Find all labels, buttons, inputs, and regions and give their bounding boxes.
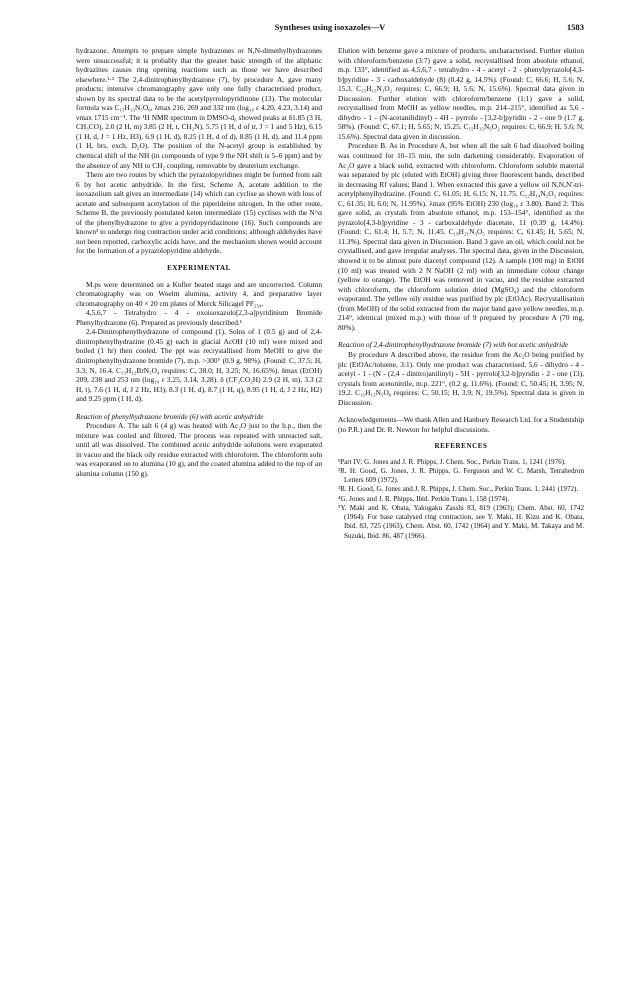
page-number: 1583 [566,22,584,32]
experimental-paragraph: 2,4-Dinitrophenylhydrazone of compound (1). Solns of 1 (0.5 g) and of 2,4-dinitrophenylhydrazine (0.45 g) each in glacial AcOH (10 ml) were mixed and boiled (1 hr) then cooled. The ppt was recrystallised from MeOH to give the dinitrophenylhydrazone bromide (7), m.p. >300° (0.9 g, 98%). (Found: C, 37.5; H, 3.3; N, 16.4. C₁₃H₁₂BrN₅O₄ requires: C, 38.0; H, 3.25; N, 16.65%). δmax (EtOH) 209, 238 and 253 nm (log₁₀ ε 3.25, 3.14, 3.28). δ (CF₃CO₂H) 2.9 (2 H, m), 3.3 (2 H, t), 7.6 (1 H, d, J 2 Hz, H3), 8.3 (1 H, d), 8.7 (1 H, q), 8.95 (1 H, d, J 2 Hz, H2) and 9.25 ppm (1 H, d). [76,327,322,404]
reference-item: ⁵Y. Maki and K. Obata, Yakugaku Zasshi 83, 819 (1963); Chem. Abst. 60, 1742 (1964). For base catalysed ring contraction, see Y. Maki, H. Kizu and K. Obata, Ibid. 83, 725 (1963), Chem. Abst. 60, 1742 (1964) and Y. Maki, M. Takaya and M. Suzuki, Ibid. 86, 487 (1966). [338,503,584,540]
acknowledgements: Acknowledgements—We thank Allen and Hanbury Research Ltd. for a Studentship (to P.R.) and Dr. R. Newton for helpful discussions. [338,415,584,434]
experimental-heading: EXPERIMENTAL [167,264,231,273]
reference-item: ¹Part IV: G. Jones and J. R. Phipps, J. Chem. Soc., Perkin Trans. 1, 1241 (1976). [338,457,566,466]
body-paragraph: Elution with benzene gave a mixture of products, uncharacterised. Further elution with chloroform/benzene (3:7) gave a solid, recrystallised from absolute ethanol, m.p. 133°, identified as 4,5,6,7 - tetrahydro - 4 - acetyl - 2 - phenylpyrazolo[4,3-b]pyridine - 3 - carboxaldehyde (8) (0.42 g, 14.5%). (Found: C, 66.6; H, 5.6; N, 15.3. C₁₅H₁₅N₃O₂ requires: C, 66.9; H, 5.6; N, 15.6%). Spectral data given in Discussion. Further elution with chloroform/benzene (1:1) gave a solid, recrystallised from MeOH as yellow needles, m.p. 214–215°, identified as 5,6 - dihydro - 1 - (N-acetanilidinyl) - 4H - pyrrolo - [3,2-b]pyridin - 2 - one 9 (1.7 g, 58%). (Found: C, 67.1; H, 5.65; N, 15.25. C₁₅H₁₅N₃O₂ requires: C, 66.9; H, 5.6; N, 15.6%). Spectral data given in discussion. [338,46,584,141]
experimental-paragraph: M.ps were determined on a Kofler heated stage and are uncorrected. Column chromatography was on Woelm alumina, activity 4, and preparative layer chromatography on 40 × 20 cm plates of Merck Silicagel PF₂₅₄. [76,279,322,308]
reaction-paragraph: Procedure A. The salt 6 (4 g) was heated with Ac₂O just to the b.p., then the mixture was cooled and filtered. The process was repeated with unreacted salt, until all was dissolved. The combined acetic anhydride solutions were evaporated in vacuo and the black oily residue extracted with chloroform. The chloroform soln was evaporated on to alumina (10 g), and the coated alumina added to the top of an alumina column (150 g). [76,421,322,478]
left-column [76,46,322,541]
right-column [338,46,584,541]
experimental-paragraph: 4,5,6,7 - Tetrahydro - 4 - oxoisoxazolo[2,3-a]pyridinium Bromide Phenylhydrazone (6). Prepared as previously described.¹ [76,308,322,327]
two-column-body [76,46,584,541]
reference-item: ²R. H. Good, G. Jones, J. R. Phipps, G. Ferguson and W. C. Marsh, Tetrahedron Letters 609 (1972). [338,467,584,485]
body-paragraph: hydrazone. Attempts to prepare simple hydrazones or N,N-dimethylhydrazones were unsuccessful; it is probably that the greater basic strength of the aliphatic hydrazines causes ring opening reactions such as those we have described elsewhere.¹·² The 2,4-dinitrophenylhydrazone (7), by procedure A, gave many products; intensive chromatography gave only one fully characterised product, shown by its spectral data to be the acetylpyrrolopyridinone (13). The molecular formula was C₁₅H₁₃N₅O₆, λmax 216, 269 and 332 nm (log₁₀ ε 4.20, 4.23, 3.14) and νmax 1715 cm⁻¹. The ¹H NMR spectrum in DMSO-d₆ showed peaks at δ1.85 (3 H, CH₃CO), 2.0 (2 H, m) 3.85 (2 H, t, CH₂N), 5.75 (1 H, d of tr, J = 1 and 5 Hz), 6.15 (1 H, d, J = 1 Hz, H3), 6.9 (1 H, d), 8.25 (1 H, d of d), 8.85 (1 H, d), and 11.4 ppm (1 H, brs, exch. D₂O). The position of the N-acetyl group is established by chemical shift of the NH (in compounds of type 9 the NH shift is 5–6 ppm) and by the absence of any NH to CH₂ coupling, removable by deuterium exchange. [76,46,322,170]
reaction-subheading: Reaction of 2,4-dinitrophenylhydrazone bromide (7) with hot acetic anhydride [338,340,569,350]
running-header [76,22,584,40]
body-paragraph: Procedure B. As in Procedure A, but when all the salt 6 had dissolved boiling was continued for 10–15 min, the soln darkening considerably. Evaporation of Ac₂O gave a black solid, extracted with chloroform. Chloroform soluble material was separated by plc (eluted with EtOH) giving three fluorescent bands, described in decreasing Rf values; Band 1. When extracted this gave a yellow oil N,N,N'-tri-acetylphenylhydrazine. (Found: C, 61.05; H, 6.15; N, 11.75. C₁₂H₁₄N₂O₃ requires: C, 61.35; H, 6.0; N, 11.95%). λmax (95% EtOH) 230 (log₁₀ ε 3.80). Band 2: This gave solid, as crystals from absolute ethanol, m.p. 153–154°, identified as the pyrazolo[4,3-b]pyridine - 3 - carboxaldehyde diacetate, 11 (0.39 g, 14.4%). (Found: C, 61.4; H, 5.7; N, 11.45. C₁₉H₂₁N₃O₅ requires: C, 61.45; H, 5.65; N, 11.3%). Spectral data given in Discussion. Band 3 gave an oil, which could not be crystallised, and gave irregular analyses. The spectral data, given in the Discussion, showed it to be almost pure diacetyl compound (12). A sample (100 mg) in EtOH (10 ml) was treated with 2 N NaOH (2 ml) with an immediate colour change (yellow to orange). The EtOH was removed in vacuo, and the residue extracted with chloroform, the chloroform solution dried (MgSO₄) and the chloroform evaporated. The yellow oily residue was purified by plc (EtOAc). Recrystallisation (from MeOH) of the solid extracted from the major band gave yellow needles, m.p. 214°, identical (mixed m.p.) with those of 9 prepared by procedure A (70 mg, 80%). [338,141,584,332]
reference-item: ³R. H. Good, G. Jones and J. R. Phipps, J. Chem. Soc., Perkin Trans. 1, 2441 (1972). [338,485,579,494]
running-title: Syntheses using isoxazoles—V [274,22,386,32]
reference-item: ⁴G. Jones and J. R. Phipps, Ibid. Perkin Trans 1, 158 (1974). [338,494,510,503]
reaction-subheading: Reaction of phenylhydrazone bromide (6) with acetic anhydride [76,411,264,421]
reference-list [338,458,584,541]
references-heading: REFERENCES [434,442,488,451]
reaction-paragraph: By procedure A described above, the residue from the Ac₂O being purified by plc (EtOAc/toluene, 3:1). Only one product was characterised, 5,6 - dihydro - 4 - acetyl - 1 - (N - (2,4 - dinitro)anilinyl) - 5H - pyrrolo[3,2-b]pyridin - 2 - one (13), crystals from acetonitrile, m.p. 221°, (0.2 g, 11.6%). (Found: C, 50.45; H, 3.95; N, 19.2. C₁₅H₁₃N₅O₆ requires: C, 50.15; H, 3.9; N, 19.5%). Spectral data is given in Discussion. [338,349,584,407]
body-paragraph: There are two routes by which the pyrazolopyridines might be formed from salt 6 by hot acetic anhydride. In the first, Scheme A, acetate addition to the isoxazolium salt gives an intermediate (14) which can cyclise as shown with loss of acetate and subsequent acetylation of the piperideine nitrogen. In the other route, Scheme B, the previously postulated keten intermediate (15) cyclises with the N^α of the phenylhydrazone to give a pyridopyridazinone (16). Such compounds are known³ to undergo ring contraction under acid conditions; although aldehydes have not been reported, carboxylic acids have, and the mechanism shown would account for the formation of a pyrazolopyridine aldehyde. [76,170,322,256]
